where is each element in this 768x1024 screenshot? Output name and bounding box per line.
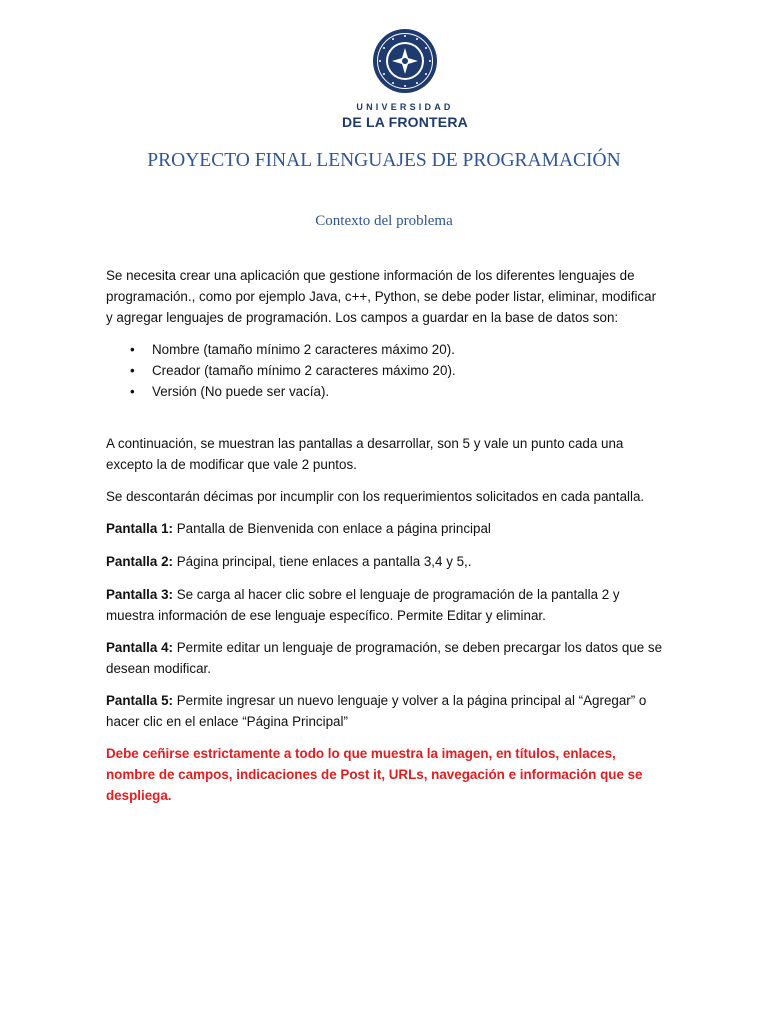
bullet-icon: • xyxy=(130,363,135,378)
screen-5-paragraph xyxy=(106,690,666,732)
screen-1-paragraph xyxy=(106,518,666,539)
screen-description: Página principal, tiene enlaces a pantalla 3,4 y 5,. xyxy=(172,554,472,569)
field-item-text: Versión (No puede ser vacía). xyxy=(152,384,330,399)
screen-label: Pantalla 4: xyxy=(106,640,173,655)
university-logo xyxy=(340,28,470,132)
list-item xyxy=(106,381,666,402)
list-item xyxy=(106,360,666,381)
field-item-text: Creador (tamaño mínimo 2 caracteres máximo 20). xyxy=(152,363,456,378)
screen-label: Pantalla 5: xyxy=(106,693,173,708)
list-item xyxy=(106,339,666,360)
screen-label: Pantalla 1: xyxy=(106,521,173,536)
screen-label: Pantalla 3: xyxy=(106,587,173,602)
bullet-icon: • xyxy=(130,342,135,357)
deduction-paragraph: Se descontarán décimas por incumplir con los requerimientos solicitados en cada pantalla. xyxy=(106,489,645,504)
screen-description: Pantalla de Bienvenida con enlace a página principal xyxy=(172,521,491,536)
university-name-line1: UNIVERSIDAD xyxy=(356,102,454,112)
continuation-paragraph: A continuación, se muestran las pantallas a desarrollar, son 5 y vale un punto cada una excepto la de modificar que vale 2 puntos. xyxy=(106,436,624,472)
intro-paragraph: Se necesita crear una aplicación que gestione información de los diferentes lenguajes de programación., como por ejemplo Java, c++, Python, se debe poder listar, eliminar, modificar y agregar lenguajes de programación. Los campos a guardar en la base de datos son: xyxy=(106,268,657,325)
university-seal-icon xyxy=(372,28,438,94)
bullet-icon: • xyxy=(130,384,135,399)
university-name-line2: DE LA FRONTERA xyxy=(342,114,468,130)
screen-description: Permite editar un lenguaje de programación, se deben precargar los datos que se desean modificar. xyxy=(106,640,663,676)
screen-label: Pantalla 2: xyxy=(106,554,173,569)
warning-paragraph: Debe ceñirse estrictamente a todo lo que muestra la imagen, en títulos, enlaces, nombre de campos, indicaciones de Post it, URLs, navegación e información que se despliega. xyxy=(106,746,643,803)
screen-description: Permite ingresar un nuevo lenguaje y volver a la página principal al “Agregar” o hacer clic en el enlace “Página Principal” xyxy=(106,693,647,729)
screen-4-paragraph xyxy=(106,637,666,679)
screen-3-paragraph xyxy=(106,584,666,626)
document-title: PROYECTO FINAL LENGUAJES DE PROGRAMACIÓN xyxy=(147,150,621,171)
screen-description: Se carga al hacer clic sobre el lenguaje de programación de la pantalla 2 y muestra información de ese lenguaje específico. Permite Editar y eliminar. xyxy=(106,587,620,623)
fields-list xyxy=(106,339,666,402)
screen-2-paragraph xyxy=(106,551,666,572)
section-heading: Contexto del problema xyxy=(315,213,453,229)
field-item-text: Nombre (tamaño mínimo 2 caracteres máximo 20). xyxy=(152,342,455,357)
